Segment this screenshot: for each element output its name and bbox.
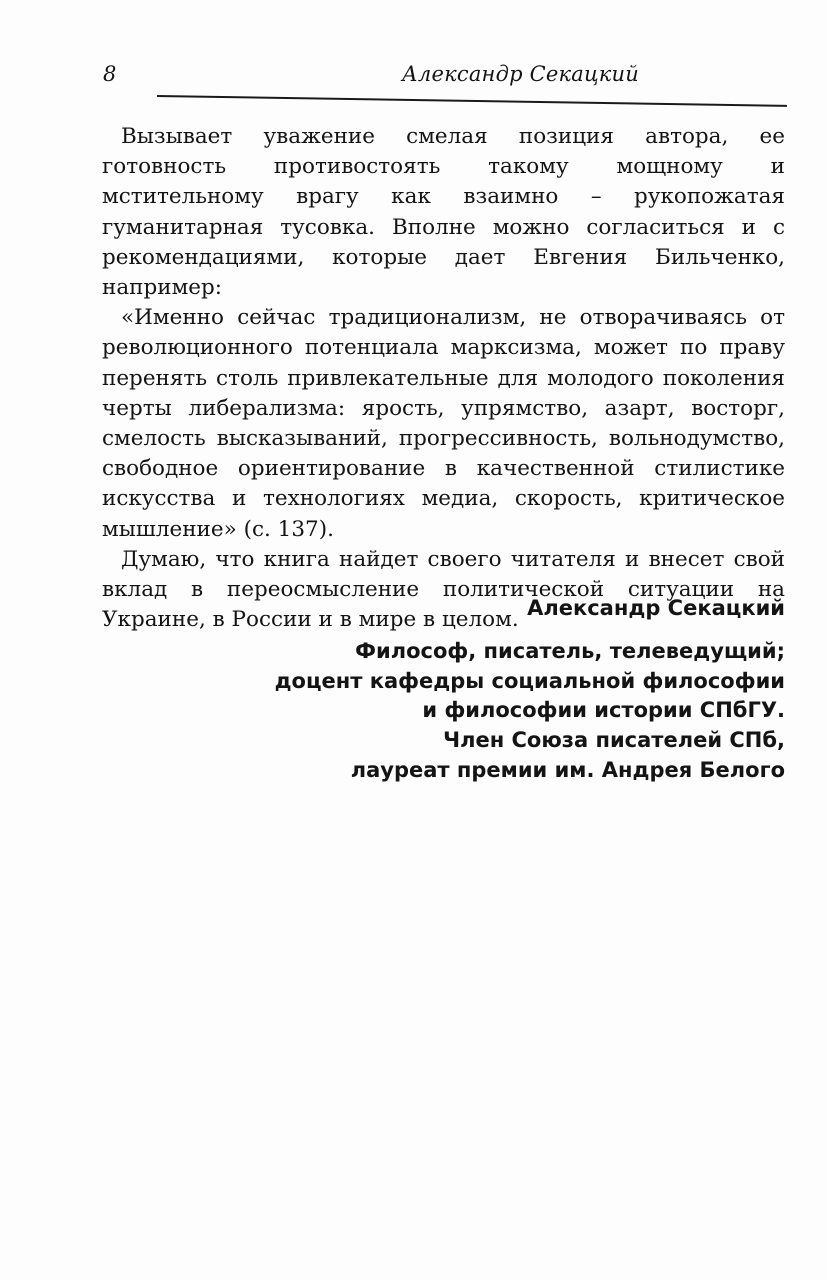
running-title: Александр Секацкий <box>401 62 639 86</box>
signature-title-line: Член Союза писателей СПб, <box>443 728 785 753</box>
signature-title-line: Философ, писатель, телеведущий; <box>355 638 785 663</box>
paragraph-quote: «Именно сейчас традиционализм, не отворачиваясь от революционного потенциала марксизма, может по праву перенять столь привлекательные для молодого поколения черты либерализма: ярость, упрямство, азарт, восторг, смелость высказываний, прогрессивность, вольнодумство, свободное ориентирование в качественной стилистике искусства и технологиях медиа, скорость, критическое мышление» (с. 137). <box>102 305 785 542</box>
signature-title-line: доцент кафедры социальной философии <box>274 668 785 693</box>
paragraph: Вызывает уважение смелая позиция автора, ее готовность противостоять такому мощному и мстительному врагу как взаимно – рукопожатая гуманитарная тусовка. Вполне можно согласиться и с рекомендациями, которые дает Евгения Бильченко, например: <box>102 124 785 301</box>
body-text <box>102 122 785 635</box>
signature-titles <box>225 637 785 786</box>
signature-block <box>225 594 785 786</box>
page-number: 8 <box>103 62 117 86</box>
header-rule <box>157 95 787 107</box>
running-head <box>103 62 785 96</box>
paragraph: Думаю, что книга найдет своего читателя и внесет свой вклад в переосмысление политической ситуации на Украине, в России и в мире в целом. <box>102 546 785 633</box>
signature-name: Александр Секацкий <box>527 596 785 620</box>
signature-title-line: и философии истории СПбГУ. <box>422 698 785 723</box>
signature-title-line: лауреат премии им. Андрея Белого <box>350 757 785 782</box>
